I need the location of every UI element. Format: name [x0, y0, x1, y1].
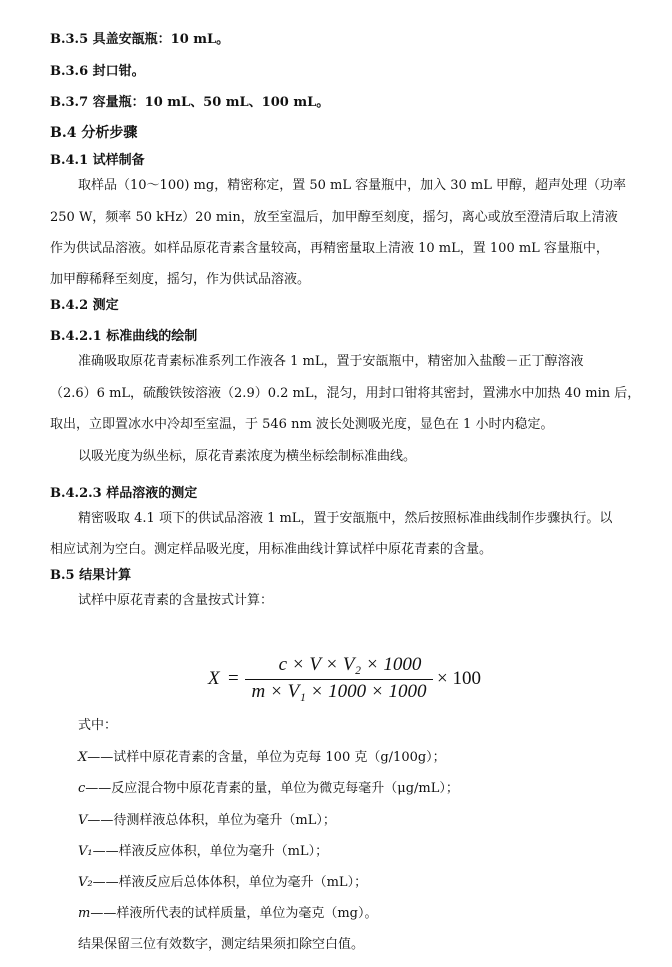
paragraph-line: 准确吸取原花青素标准系列工作液各 1 mL，置于安瓿瓶中，精密加入盐酸－正丁醇溶液 [78, 354, 584, 369]
definition-row [78, 812, 336, 830]
formula-numerator: c × V × V₂ × 1000 [278, 654, 422, 675]
paragraph-line: 取样品（10～100) mg，精密称定，置 50 mL 容量瓶中，加入 30 mL 甲醇，超声处理（功率 [78, 178, 627, 193]
heading-b4-1: B.4.1 试样制备 [50, 153, 145, 168]
definition-symbol: m [78, 906, 91, 921]
definition-symbol: X [78, 750, 88, 765]
definition-row [78, 874, 367, 892]
heading-b4-2: B.4.2 测定 [50, 298, 119, 313]
paragraph-line: 以吸光度为纵坐标，原花青素浓度为横坐标绘制标准曲线。 [78, 449, 417, 464]
paragraph-line: 取出，立即置冰水中冷却至室温，于 546 nm 波长处测吸光度，显色在 1 小时内稳定。 [50, 417, 554, 432]
final-note: 结果保留三位有效数字，测定结果须扣除空白值。 [78, 937, 365, 952]
definition-symbol: V₂ [78, 875, 93, 890]
heading-b3-6: B.3.6 封口钳。 [50, 64, 145, 79]
definition-text: ——待测样液总体积，单位为毫升（mL）； [87, 813, 336, 828]
definition-row [78, 749, 446, 767]
heading-b5: B.5 结果计算 [50, 568, 132, 583]
paragraph-line: 加甲醇稀释至刻度，摇匀，作为供试品溶液。 [50, 272, 311, 287]
definition-text: ——反应混合物中原花青素的量，单位为微克每毫升（μg/mL）； [85, 781, 459, 796]
paragraph-line: （2.6）6 mL，硫酸铁铵溶液（2.9）0.2 mL，混匀，用封口钳将其密封，置沸水中加热 40 min 后， [50, 386, 641, 401]
heading-b4-2-3: B.4.2.3 样品溶液的测定 [50, 486, 198, 501]
definition-text: ——试样中原花青素的含量，单位为克每 100 克（g/100g）； [87, 750, 446, 765]
heading-b4: B.4 分析步骤 [50, 125, 138, 141]
formula-denominator: m × V₁ × 1000 × 1000 [251, 681, 427, 702]
content-formula [208, 654, 488, 700]
heading-b3-5: B.3.5 具盖安瓿瓶：10 mL。 [50, 32, 230, 47]
heading-b4-2-1: B.4.2.1 标准曲线的绘制 [50, 329, 198, 344]
definition-text: ——样液反应后总体体积，单位为毫升（mL）； [92, 875, 368, 890]
definition-row [78, 843, 328, 861]
definition-text: ——样液所代表的试样质量，单位为毫克（mg）。 [90, 906, 378, 921]
paragraph-line: 相应试剂为空白。测定样品吸光度，用标准曲线计算试样中原花青素的含量。 [50, 542, 493, 557]
heading-b3-7: B.3.7 容量瓶：10 mL、50 mL、100 mL。 [50, 95, 330, 110]
definition-text: ——样液反应体积，单位为毫升（mL）； [92, 844, 329, 859]
definition-symbol: V [78, 813, 88, 828]
definition-symbol: c [78, 781, 86, 796]
definition-row [78, 905, 377, 923]
definition-symbol: V₁ [78, 844, 93, 859]
definition-row [78, 780, 459, 798]
formula-lhs: X [208, 668, 220, 689]
paragraph-line: 精密吸取 4.1 项下的供试品溶液 1 mL，置于安瓿瓶中，然后按照标准曲线制作步骤执行。以 [78, 511, 613, 526]
paragraph-line: 250 W，频率 50 kHz）20 min，放至室温后，加甲醇至刻度，摇匀，离心或放至澄清后取上清液 [50, 210, 618, 225]
where-label: 式中： [78, 718, 118, 733]
formula-equals: = [228, 668, 239, 689]
paragraph-line: 作为供试品溶液。如样品原花青素含量较高，再精密量取上清液 10 mL，置 100 mL 容量瓶中， [50, 241, 609, 256]
formula-multiplier: × 100 [437, 668, 481, 689]
paragraph-line: 试样中原花青素的含量按式计算： [78, 593, 274, 608]
